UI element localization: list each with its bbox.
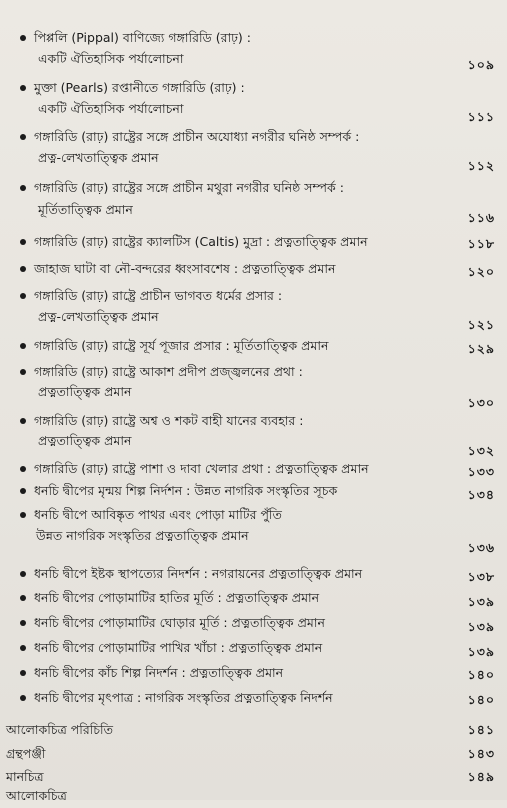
bullet-icon bbox=[20, 695, 26, 701]
entry-title: মুক্তা (Pearls) রপ্তানীতে গঙ্গারিডি (রাঢ়) : bbox=[34, 80, 245, 95]
entry-subtitle: একটি ঐতিহাসিক পর্যালোচনা bbox=[38, 101, 184, 116]
page-number: ১২১ bbox=[467, 317, 495, 332]
entry-title: ধনচি দ্বীপের মৃন্ময় শিল্প নির্দশন : উন্নত নাগরিক সংস্কৃতির সূচক bbox=[34, 483, 338, 498]
entry-title: ধনচি দ্বীপের পোড়ামাটির পাখির খাঁচা : প্রত্নতাত্ত্বিক প্রমান bbox=[34, 640, 323, 655]
entry-subtitle: প্রত্নতাত্ত্বিক প্রমান bbox=[38, 384, 132, 399]
page-number: ১৩৪ bbox=[467, 487, 495, 502]
bullet-icon bbox=[20, 645, 26, 651]
page-number: ১২৯ bbox=[467, 341, 495, 356]
page-number: ১১২ bbox=[467, 158, 495, 173]
page-number: ১৪৩ bbox=[467, 746, 495, 761]
entry-title: গঙ্গারিডি (রাঢ়) রাষ্ট্রে প্রাচীন ভাগবত ধর্মের প্রসার : bbox=[34, 288, 283, 303]
entry-title: পিপ্পলি (Pippal) বাণিজ্যে গঙ্গারিডি (রাঢ়) : bbox=[34, 30, 251, 45]
bullet-icon bbox=[20, 185, 26, 191]
page-number: ১৪৯ bbox=[467, 769, 495, 784]
bullet-icon bbox=[20, 239, 26, 245]
bullet-icon bbox=[20, 35, 26, 41]
entry-subtitle: প্রত্ন-লেখতাত্ত্বিক প্রমান bbox=[38, 309, 159, 324]
entry-subtitle: উন্নত নাগরিক সংস্কৃতির প্রত্নতাত্ত্বিক প্রমান bbox=[36, 528, 249, 543]
page-number: ১৩৬ bbox=[467, 540, 495, 555]
toc-plain-entry-label: আলোকচিত্র পরিচিতি bbox=[6, 722, 113, 737]
page-number: ১৩৮ bbox=[467, 569, 495, 584]
page-number: ১২০ bbox=[467, 264, 495, 279]
bullet-icon bbox=[20, 418, 26, 424]
page-number: ১৪০ bbox=[467, 692, 495, 707]
bullet-icon bbox=[20, 571, 26, 577]
entry-title: ধনচি দ্বীপে আবিষ্কৃত পাথর এবং পোড়া মাটির পুঁতি bbox=[34, 507, 282, 522]
bullet-icon bbox=[20, 488, 26, 494]
bullet-icon bbox=[20, 343, 26, 349]
page-number: ১৩০ bbox=[467, 395, 495, 410]
page-number: ১১৮ bbox=[467, 236, 495, 251]
entry-title: ধনচি দ্বীপের পোড়ামাটির ঘোড়ার মূর্তি : প্রত্নতাত্ত্বিক প্রমান bbox=[34, 615, 325, 630]
entry-title: ধনচি দ্বীপে ইষ্টক স্থাপত্যের নিদর্শন : নগরায়নের প্রত্নতাত্ত্বিক প্রমান bbox=[34, 566, 363, 581]
entry-subtitle: একটি ঐতিহাসিক পর্যালোচনা bbox=[38, 51, 184, 66]
page-number: ১১৬ bbox=[467, 210, 495, 225]
page-number: ১৩৯ bbox=[467, 619, 495, 634]
toc-plain-entry-label: মানচিত্র bbox=[6, 769, 44, 784]
toc-plain-entry-label: গ্রন্থপঞ্জী bbox=[6, 746, 46, 761]
page-number: ১৪০ bbox=[467, 667, 495, 682]
entry-subtitle: মূর্তিতাত্ত্বিক প্রমান bbox=[38, 202, 133, 217]
bullet-icon bbox=[20, 595, 26, 601]
bullet-icon bbox=[20, 512, 26, 518]
entry-title: গঙ্গারিডি (রাঢ়) রাষ্ট্রে পাশা ও দাবা খেলার প্রথা : প্রত্নতাত্ত্বিক প্রমান bbox=[34, 461, 369, 476]
page-number: ১৩৩ bbox=[467, 464, 495, 479]
entry-title: গঙ্গারিডি (রাঢ়) রাষ্ট্রের ক্যালটিস (Caltis) মুদ্রা : প্রত্নতাত্ত্বিক প্রমান bbox=[34, 234, 368, 249]
bullet-icon bbox=[20, 134, 26, 140]
toc-plain-entry-label: আলোকচিত্র bbox=[6, 788, 67, 803]
page-number: ১৪১ bbox=[467, 722, 495, 737]
entry-title: জাহাজ ঘাটা বা নৌ-বন্দরের ধ্বংসাবশেষ : প্রত্নতাত্ত্বিক প্রমান bbox=[34, 261, 336, 276]
bullet-icon bbox=[20, 369, 26, 375]
page-number: ১০৯ bbox=[467, 57, 495, 72]
entry-title: গঙ্গারিডি (রাঢ়) রাষ্ট্রের সঙ্গে প্রাচীন অযোধ্যা নগরীর ঘনিষ্ঠ সম্পর্ক : bbox=[34, 129, 360, 144]
bullet-icon bbox=[20, 466, 26, 472]
entry-title: ধনচি দ্বীপের মৃৎপাত্র : নাগরিক সংস্কৃতির প্রত্নতাত্ত্বিক নিদর্শন bbox=[34, 690, 333, 705]
bullet-icon bbox=[20, 85, 26, 91]
entry-subtitle: প্রত্ন-লেখতাত্ত্বিক প্রমান bbox=[38, 150, 159, 165]
entry-title: ধনচি দ্বীপের কাঁচ শিল্প নিদর্শন : প্রত্নতাত্ত্বিক প্রমান bbox=[34, 665, 284, 680]
bullet-icon bbox=[20, 293, 26, 299]
entry-title: গঙ্গারিডি (রাঢ়) রাষ্ট্রে আকাশ প্রদীপ প্রজ্জ্বলনের প্রথা : bbox=[34, 364, 303, 379]
page-number: ১৩২ bbox=[467, 443, 495, 458]
page-number: ১১১ bbox=[467, 109, 495, 124]
entry-title: ধনচি দ্বীপের পোড়ামাটির হাতির মূর্তি : প্রত্নতাত্ত্বিক প্রমান bbox=[34, 590, 320, 605]
page-number: ১৩৯ bbox=[467, 644, 495, 659]
entry-subtitle: প্রত্নতাত্ত্বিক প্রমান bbox=[38, 433, 132, 448]
bullet-icon bbox=[20, 266, 26, 272]
entry-title: গঙ্গারিডি (রাঢ়) রাষ্ট্রে অশ্ব ও শকট বাহী যানের ব্যবহার : bbox=[34, 413, 304, 428]
entry-title: গঙ্গারিডি (রাঢ়) রাষ্ট্রে সূর্য পূজার প্রসার : মূর্তিতাত্ত্বিক প্রমান bbox=[34, 338, 329, 353]
page-number: ১৩৯ bbox=[467, 594, 495, 609]
bullet-icon bbox=[20, 670, 26, 676]
entry-title: গঙ্গারিডি (রাঢ়) রাষ্ট্রের সঙ্গে প্রাচীন মথুরা নগরীর ঘনিষ্ঠ সম্পর্ক : bbox=[34, 180, 344, 195]
bullet-icon bbox=[20, 620, 26, 626]
